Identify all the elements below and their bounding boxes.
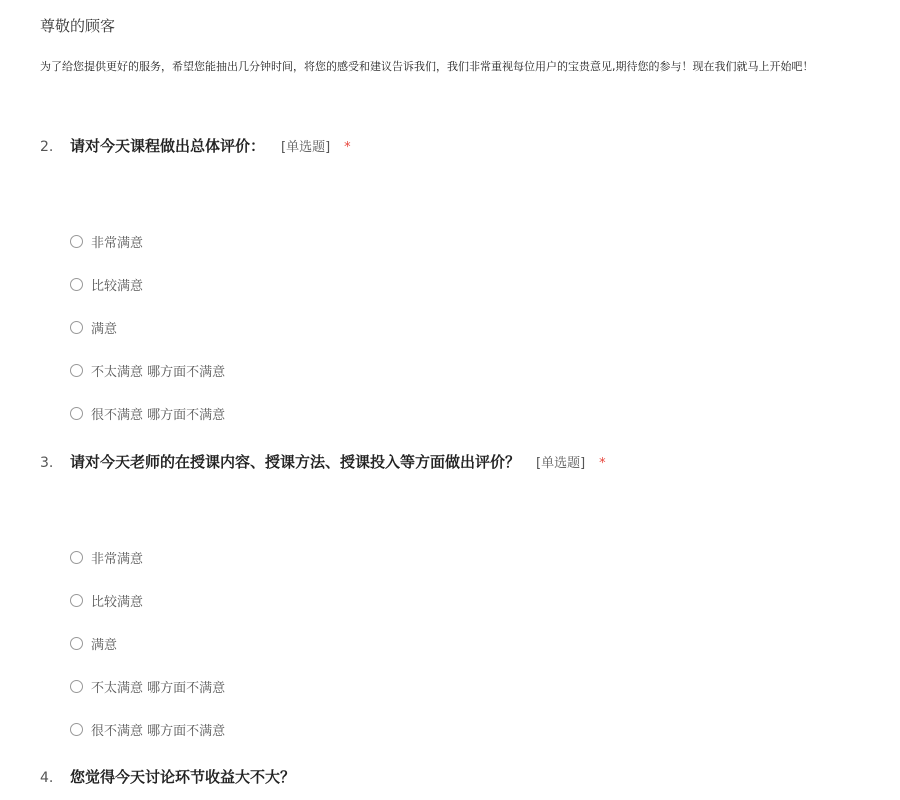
question-title bbox=[40, 451, 880, 475]
question-text: 请对今天老师的在授课内容、授课方法、授课投入等方面做出评价？ bbox=[70, 453, 521, 471]
question-4 bbox=[40, 766, 880, 790]
question-text: 您觉得今天讨论环节收益大不大？ bbox=[70, 768, 296, 786]
question-number: 3. bbox=[40, 455, 54, 471]
question-text: 请对今天课程做出总体评价： bbox=[70, 137, 266, 155]
option-not-very-satisfied[interactable] bbox=[70, 361, 225, 380]
question-type-label: [单选题] bbox=[281, 140, 331, 155]
option-label: 比较满意 bbox=[91, 279, 144, 294]
option-not-very-satisfied[interactable] bbox=[70, 677, 225, 696]
question-2 bbox=[40, 135, 880, 423]
radio-button[interactable] bbox=[70, 321, 83, 334]
question-number: 4. bbox=[40, 770, 54, 786]
option-fairly-satisfied[interactable] bbox=[70, 275, 143, 294]
radio-button[interactable] bbox=[70, 551, 83, 564]
question-title bbox=[40, 135, 880, 159]
option-label: 非常满意 bbox=[91, 552, 144, 567]
option-satisfied[interactable] bbox=[70, 634, 117, 653]
radio-button[interactable] bbox=[70, 637, 83, 650]
option-very-satisfied[interactable] bbox=[70, 232, 143, 251]
option-very-dissatisfied[interactable] bbox=[70, 404, 225, 423]
option-label: 满意 bbox=[91, 638, 118, 653]
option-label: 很不满意 哪方面不满意 bbox=[91, 408, 226, 423]
option-very-satisfied[interactable] bbox=[70, 548, 143, 567]
option-label: 满意 bbox=[91, 322, 118, 337]
radio-button[interactable] bbox=[70, 364, 83, 377]
option-label: 不太满意 哪方面不满意 bbox=[91, 681, 226, 696]
required-marker: * bbox=[599, 456, 606, 471]
radio-button[interactable] bbox=[70, 278, 83, 291]
question-number: 2. bbox=[40, 139, 54, 155]
option-very-dissatisfied[interactable] bbox=[70, 720, 225, 739]
radio-button[interactable] bbox=[70, 680, 83, 693]
option-label: 非常满意 bbox=[91, 236, 144, 251]
radio-button[interactable] bbox=[70, 235, 83, 248]
option-label: 不太满意 哪方面不满意 bbox=[91, 365, 226, 380]
option-label: 比较满意 bbox=[91, 595, 144, 610]
required-marker: * bbox=[344, 140, 351, 155]
option-satisfied[interactable] bbox=[70, 318, 117, 337]
greeting-title: 尊敬的顾客 bbox=[40, 17, 116, 35]
radio-button[interactable] bbox=[70, 723, 83, 736]
radio-button[interactable] bbox=[70, 594, 83, 607]
intro-text: 为了给您提供更好的服务，希望您能抽出几分钟时间，将您的感受和建议告诉我们，我们非常重视每位用户的宝贵意见,期待您的参与！现在我们就马上开始吧！ bbox=[40, 60, 814, 73]
question-title bbox=[40, 766, 880, 790]
option-fairly-satisfied[interactable] bbox=[70, 591, 143, 610]
option-label: 很不满意 哪方面不满意 bbox=[91, 724, 226, 739]
question-type-label: [单选题] bbox=[536, 456, 586, 471]
radio-button[interactable] bbox=[70, 407, 83, 420]
question-3 bbox=[40, 451, 880, 739]
